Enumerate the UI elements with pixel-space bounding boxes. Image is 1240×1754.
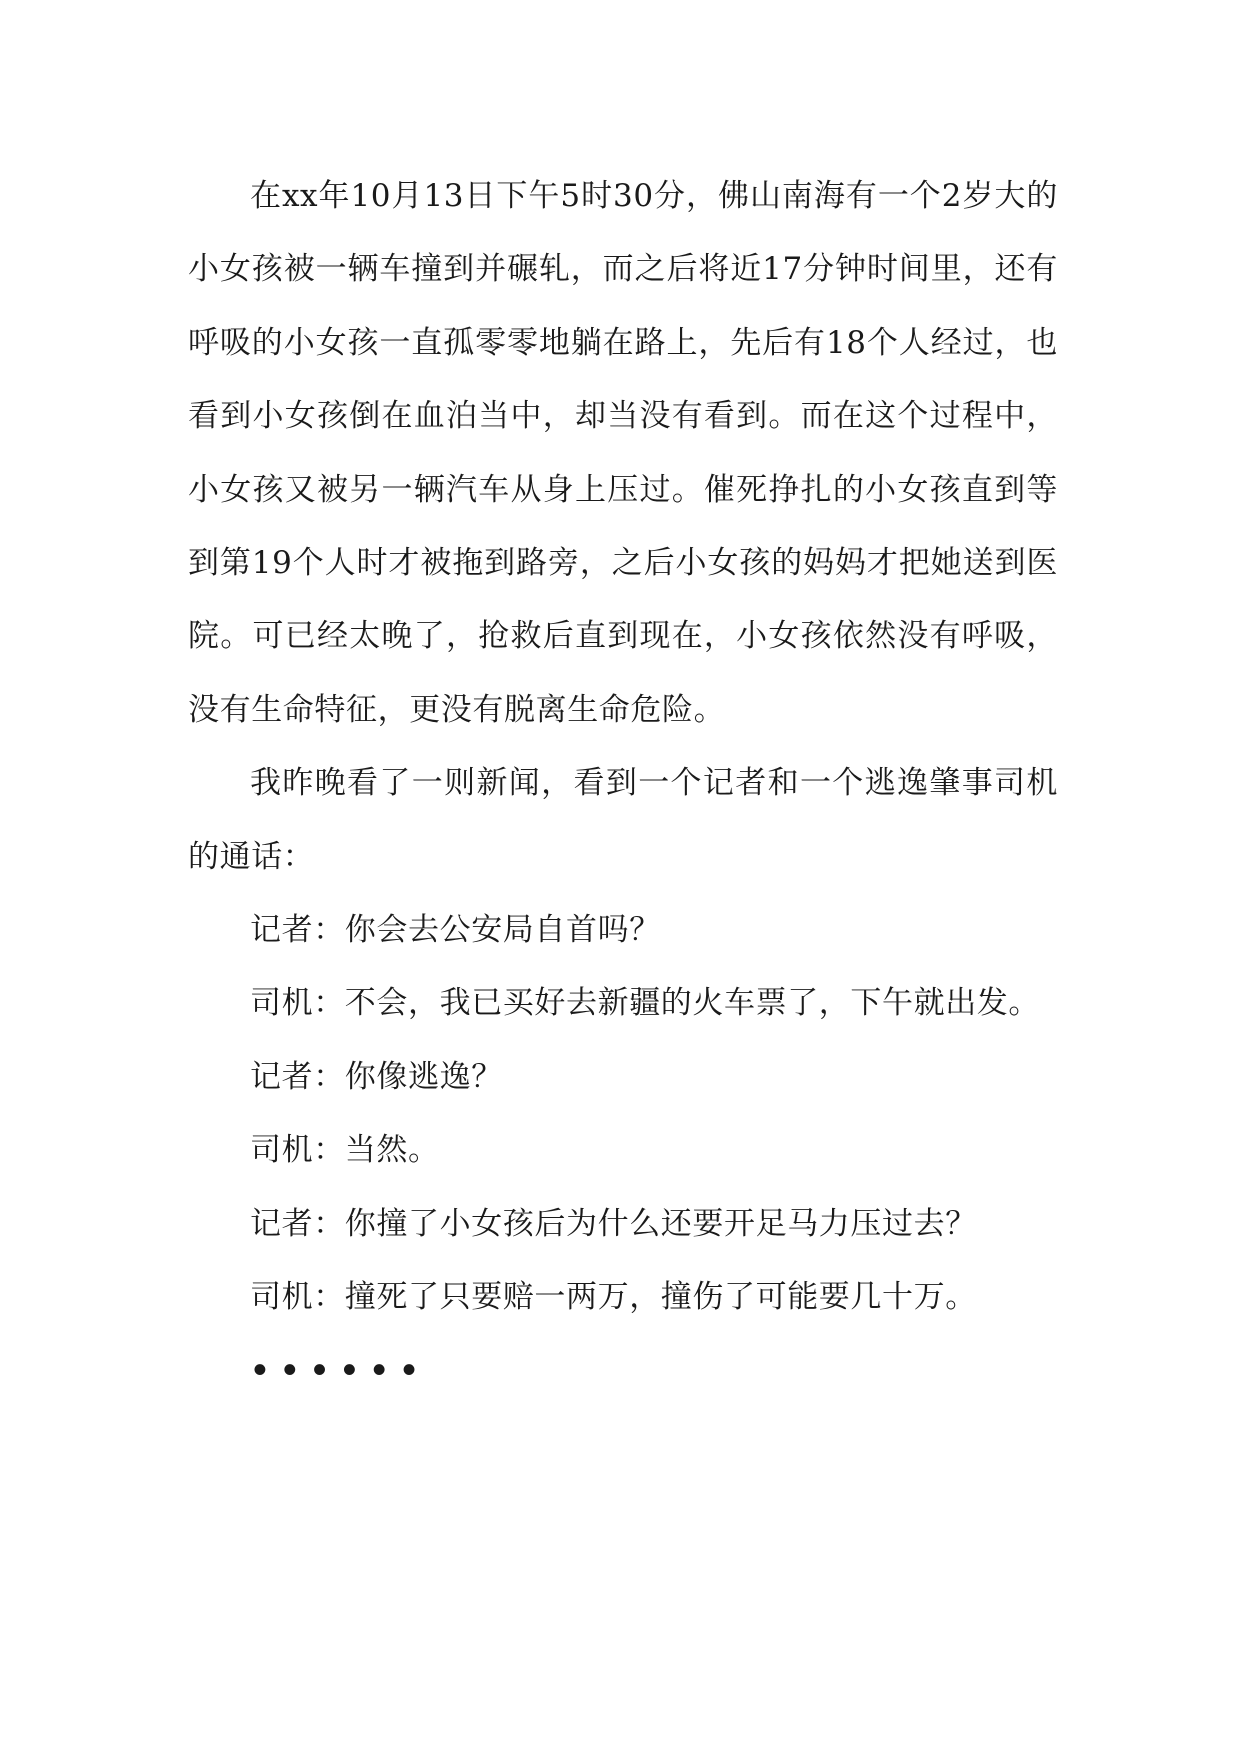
paragraph-news-intro: 我昨晚看了一则新闻，看到一个记者和一个逃逸肇事司机的通话： — [188, 765, 1058, 875]
dialogue-line: 记者：你会去公安局自首吗？ — [250, 912, 661, 949]
dialogue-line: 记者：你撞了小女孩后为什么还要开足马力压过去？ — [250, 1205, 977, 1242]
dialogue-line: 司机：撞死了只要赔一两万，撞伤了可能要几十万。 — [250, 1279, 977, 1316]
dialogue-line: 记者：你像逃逸？ — [250, 1058, 503, 1095]
ellipsis-dots: •••••• — [250, 1352, 429, 1389]
paragraph-incident: 在xx年10月13日下午5时30分，佛山南海有一个2岁大的小女孩被一辆车撞到并碾轧，而之后将近17分钟时间里，还有呼吸的小女孩一直孤零零地躺在路上，先后有18个人经过，也看到小女孩倒在血泊当中，却当没有看到。而在这个过程中，小女孩又被另一辆汽车从身上压过。催死挣扎的小女孩直到等到第19个人时才被拖到路旁，之后小女孩的妈妈才把她送到医院。可已经太晚了，抢救后直到现在，小女孩依然没有呼吸，没有生命特征，更没有脱离生命危险。 — [188, 178, 1058, 728]
document-body — [188, 160, 1058, 1408]
dialogue-line: 司机：不会，我已买好去新疆的火车票了，下午就出发。 — [250, 985, 1040, 1022]
dialogue-line: 司机：当然。 — [250, 1132, 440, 1169]
